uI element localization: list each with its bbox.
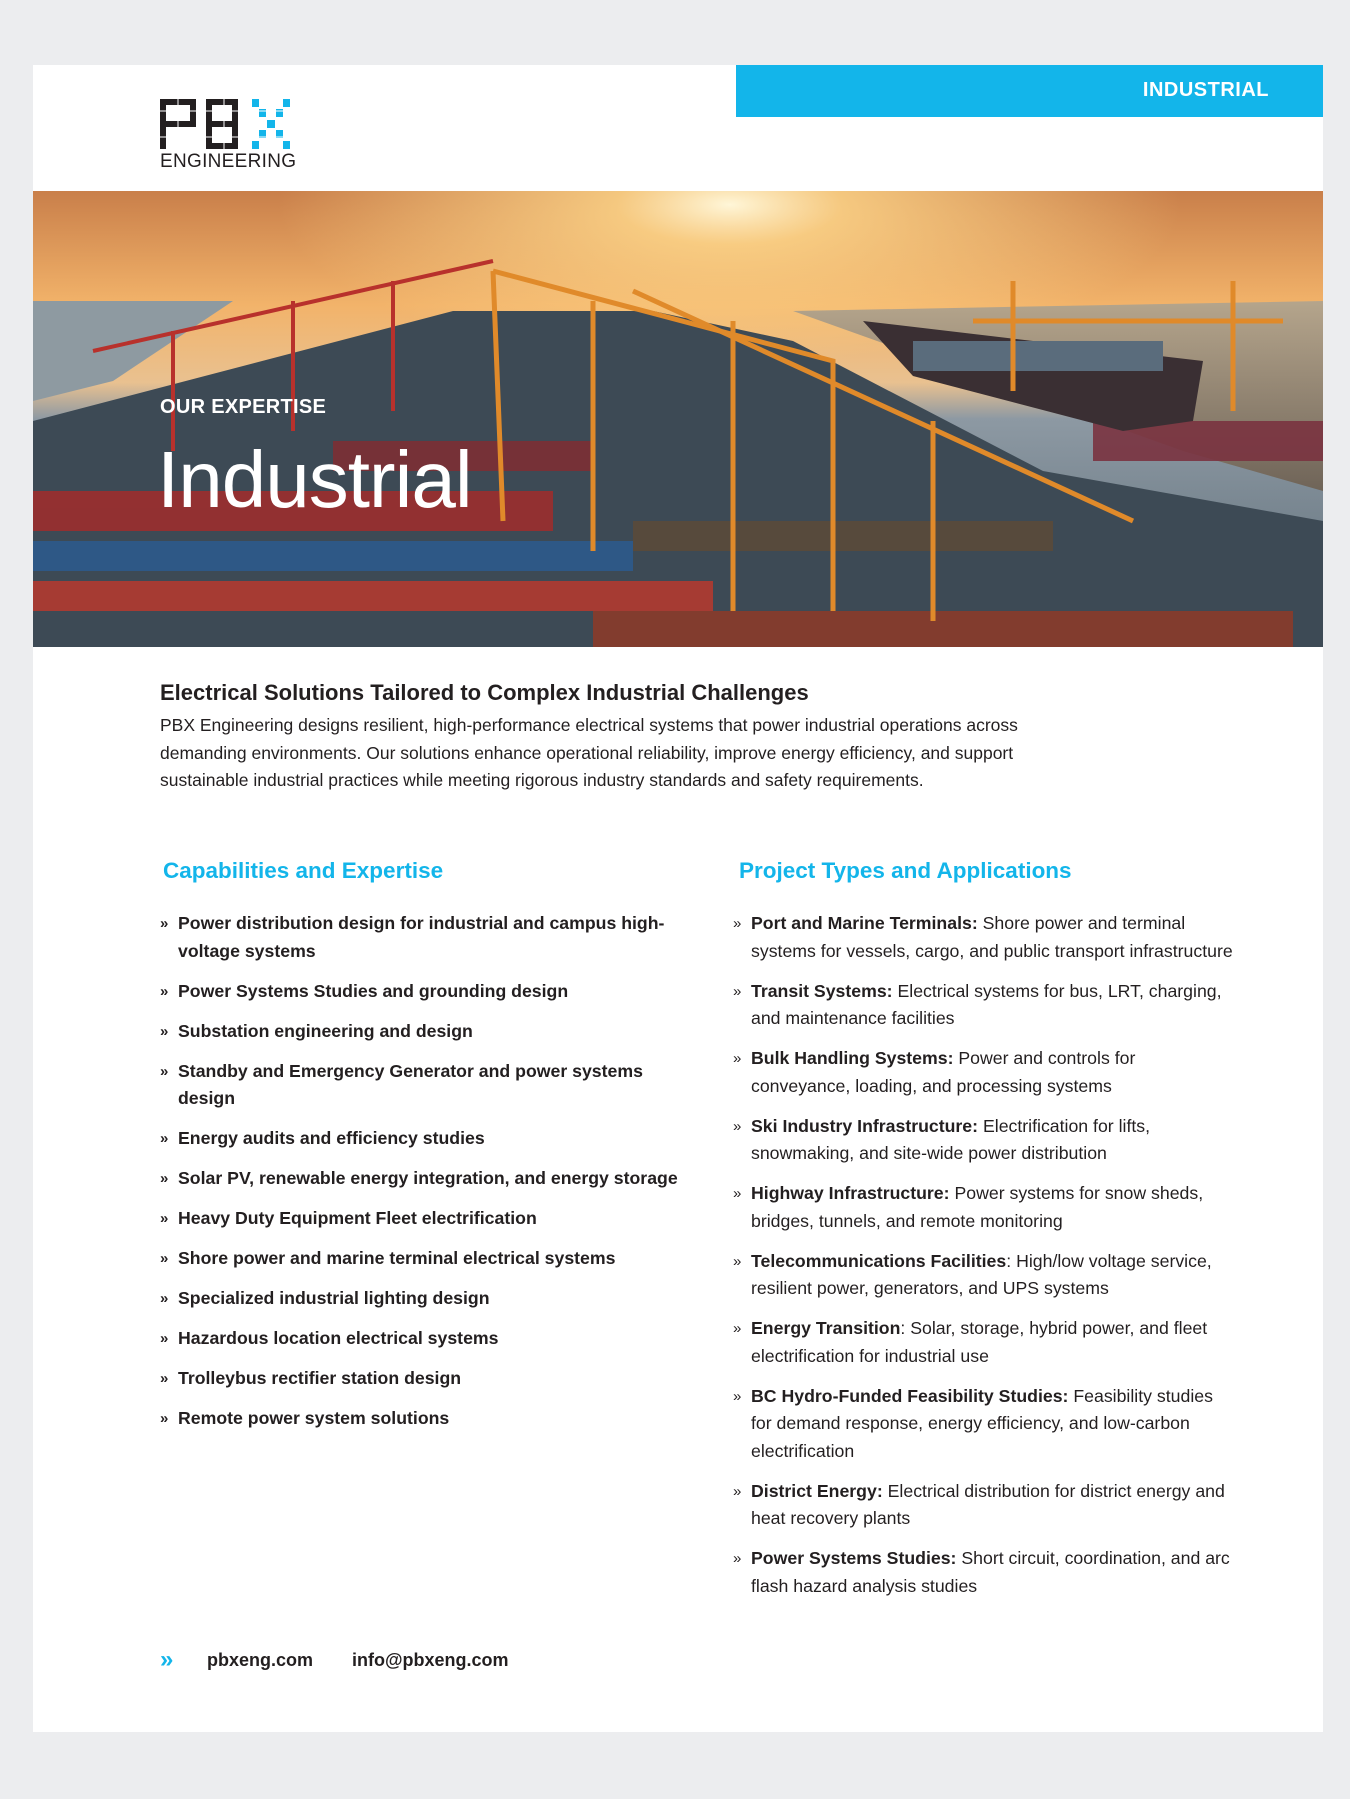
bullet-chevron-icon: »	[160, 1290, 169, 1307]
logo-subtitle: ENGINEERING	[160, 151, 297, 172]
list-item	[160, 978, 680, 1006]
project-desc: Electrification for lifts, snowmaking, and site-wide power distribution	[751, 1115, 1151, 1163]
bullet-chevron-icon: »	[733, 915, 742, 932]
hero-banner	[33, 191, 1323, 647]
project-term: Energy Transition	[751, 1318, 901, 1338]
list-item	[733, 1315, 1238, 1370]
bullet-chevron-icon: »	[733, 1185, 742, 1202]
hero-eyebrow: OUR EXPERTISE	[160, 396, 327, 418]
capability-text: Heavy Duty Equipment Fleet electrification	[178, 1208, 537, 1228]
website-link[interactable]: pbxeng.com	[207, 1650, 314, 1670]
capability-text: Trolleybus rectifier station design	[178, 1368, 462, 1388]
list-item	[160, 1405, 680, 1433]
footer-chevron-icon: »	[160, 1646, 174, 1673]
capabilities-list	[160, 910, 680, 1445]
bullet-chevron-icon: »	[160, 1410, 169, 1427]
list-item	[160, 1245, 680, 1273]
bullet-chevron-icon: »	[160, 1062, 169, 1080]
port-photo	[33, 191, 1323, 647]
project-term: Power Systems Studies:	[751, 1548, 957, 1568]
intro-paragraph: PBX Engineering designs resilient, high-performance electrical systems that power industrial operations across demanding environments. Our solutions enhance operational reliability, improve energy efficiency, and support sustainable industrial practices while meeting rigorous industry standards and safety requirements.	[160, 715, 1018, 790]
category-tag	[736, 65, 1323, 117]
project-desc: Power and controls for conveyance, loading, and processing systems	[751, 1048, 1136, 1096]
project-term: Port and Marine Terminals:	[751, 913, 978, 933]
project-desc: : High/low voltage service, resilient power, generators, and UPS systems	[751, 1250, 1212, 1298]
project-term: BC Hydro-Funded Feasibility Studies:	[751, 1385, 1069, 1406]
bullet-chevron-icon: »	[160, 982, 169, 1000]
list-item	[160, 1285, 680, 1313]
list-item	[160, 910, 680, 965]
capability-text: Hazardous location electrical systems	[178, 1328, 499, 1348]
list-item	[733, 978, 1238, 1033]
capability-text: Solar PV, renewable energy integration, and energy storage	[178, 1168, 678, 1188]
project-term: Telecommunications Facilities	[751, 1250, 1007, 1271]
bullet-chevron-icon: »	[160, 1022, 169, 1040]
capability-text: Power Systems Studies and grounding design	[178, 980, 569, 1001]
project-term: Bulk Handling Systems:	[751, 1048, 954, 1068]
project-term: Transit Systems:	[751, 980, 893, 1001]
project-term: Ski Industry Infrastructure:	[751, 1115, 979, 1136]
capability-text: Specialized industrial lighting design	[178, 1288, 490, 1308]
bullet-chevron-icon: »	[160, 1370, 169, 1387]
list-item	[733, 910, 1238, 965]
intro-heading: Electrical Solutions Tailored to Complex Industrial Challenges	[160, 680, 809, 705]
hero-title: Industrial	[157, 435, 472, 524]
bullet-chevron-icon: »	[733, 1320, 742, 1337]
list-item	[733, 1045, 1238, 1100]
bullet-chevron-icon: »	[733, 1550, 742, 1567]
list-item	[733, 1248, 1238, 1303]
list-item	[733, 1383, 1238, 1466]
project-term: Highway Infrastructure:	[751, 1183, 950, 1203]
project-desc: Short circuit, coordination, and arc flash hazard analysis studies	[751, 1548, 1230, 1596]
project-desc: Electrical distribution for district energy and heat recovery plants	[751, 1480, 1225, 1528]
project-desc: Electrical systems for bus, LRT, charging, and maintenance facilities	[751, 980, 1222, 1028]
list-item	[160, 1165, 680, 1193]
capability-text: Energy audits and efficiency studies	[178, 1128, 485, 1148]
pbx-logo-mark	[160, 99, 291, 149]
project-desc: Shore power and terminal systems for vessels, cargo, and public transport infrastructure	[751, 913, 1233, 961]
capability-text: Standby and Emergency Generator and power systems design	[178, 1060, 643, 1108]
capability-text: Shore power and marine terminal electrical systems	[178, 1248, 616, 1268]
bullet-chevron-icon: »	[733, 1252, 742, 1270]
list-item	[733, 1180, 1238, 1235]
bullet-chevron-icon: »	[160, 1330, 169, 1347]
projects-list	[733, 910, 1238, 1613]
bullet-chevron-icon: »	[160, 1250, 169, 1267]
list-item	[733, 1113, 1238, 1168]
category-tag-label: INDUSTRIAL	[1142, 79, 1269, 101]
project-desc: Feasibility studies for demand response, energy efficiency, and low-carbon electrification	[751, 1385, 1213, 1461]
list-item	[160, 1365, 680, 1393]
bullet-chevron-icon: »	[733, 1482, 742, 1500]
project-desc: : Solar, storage, hybrid power, and fleet electrification for industrial use	[751, 1318, 1208, 1366]
project-term: District Energy:	[751, 1480, 883, 1501]
bullet-chevron-icon: »	[733, 1050, 742, 1067]
project-desc: Power systems for snow sheds, bridges, tunnels, and remote monitoring	[751, 1183, 1204, 1231]
bullet-chevron-icon: »	[160, 915, 169, 932]
list-item	[160, 1325, 680, 1353]
company-logo	[160, 99, 295, 173]
list-item	[160, 1018, 680, 1046]
bullet-chevron-icon: »	[733, 1117, 742, 1135]
capability-text: Substation engineering and design	[178, 1020, 473, 1041]
email-link[interactable]: info@pbxeng.com	[352, 1650, 509, 1670]
list-item	[733, 1478, 1238, 1533]
bullet-chevron-icon: »	[160, 1130, 169, 1147]
list-item	[160, 1205, 680, 1233]
projects-heading: Project Types and Applications	[739, 858, 1072, 883]
bullet-chevron-icon: »	[160, 1170, 169, 1187]
bullet-chevron-icon: »	[733, 982, 742, 1000]
capability-text: Power distribution design for industrial and campus high-voltage systems	[178, 913, 665, 961]
bullet-chevron-icon: »	[733, 1387, 742, 1405]
list-item	[160, 1125, 680, 1153]
capabilities-heading: Capabilities and Expertise	[163, 858, 444, 883]
capability-text: Remote power system solutions	[178, 1408, 450, 1428]
list-item	[160, 1058, 680, 1113]
flyer-page	[33, 65, 1323, 1732]
bullet-chevron-icon: »	[160, 1210, 169, 1227]
list-item	[733, 1545, 1238, 1600]
